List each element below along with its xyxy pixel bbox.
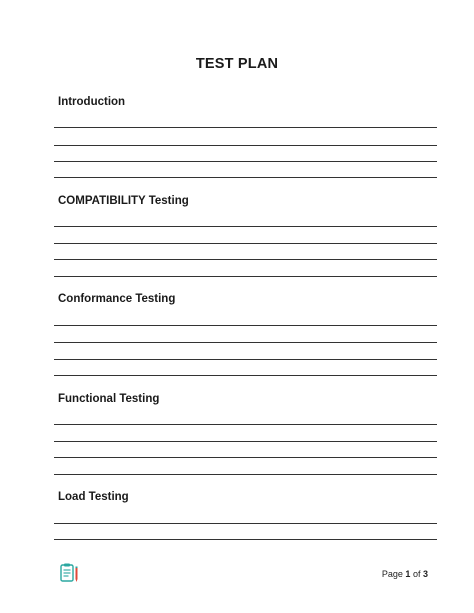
page-current: 1 <box>405 569 411 579</box>
writing-line <box>54 325 437 326</box>
writing-line <box>54 539 437 540</box>
writing-line <box>54 145 437 146</box>
writing-line <box>54 424 437 425</box>
writing-line <box>54 259 437 260</box>
writing-line <box>54 523 437 524</box>
writing-line <box>54 457 437 458</box>
writing-line <box>54 161 437 162</box>
document-pen-icon <box>57 562 81 586</box>
writing-line <box>54 276 437 277</box>
writing-line <box>54 474 437 475</box>
document-title: TEST PLAN <box>195 56 279 72</box>
writing-line <box>54 127 437 128</box>
page-of: of <box>412 569 421 579</box>
writing-line <box>54 243 437 244</box>
writing-line <box>54 441 437 442</box>
writing-line <box>54 177 437 178</box>
section-heading: Conformance Testing <box>58 293 176 305</box>
page-number <box>382 569 428 579</box>
section-heading: COMPATIBILITY Testing <box>58 195 189 207</box>
section-heading: Load Testing <box>58 491 129 503</box>
page-total: 3 <box>422 569 428 579</box>
section-heading: Functional Testing <box>58 393 160 405</box>
writing-line <box>54 226 437 227</box>
writing-line <box>54 359 437 360</box>
writing-line <box>54 342 437 343</box>
section-heading: Introduction <box>58 96 126 108</box>
page-label: Page <box>381 569 403 579</box>
writing-line <box>54 375 437 376</box>
